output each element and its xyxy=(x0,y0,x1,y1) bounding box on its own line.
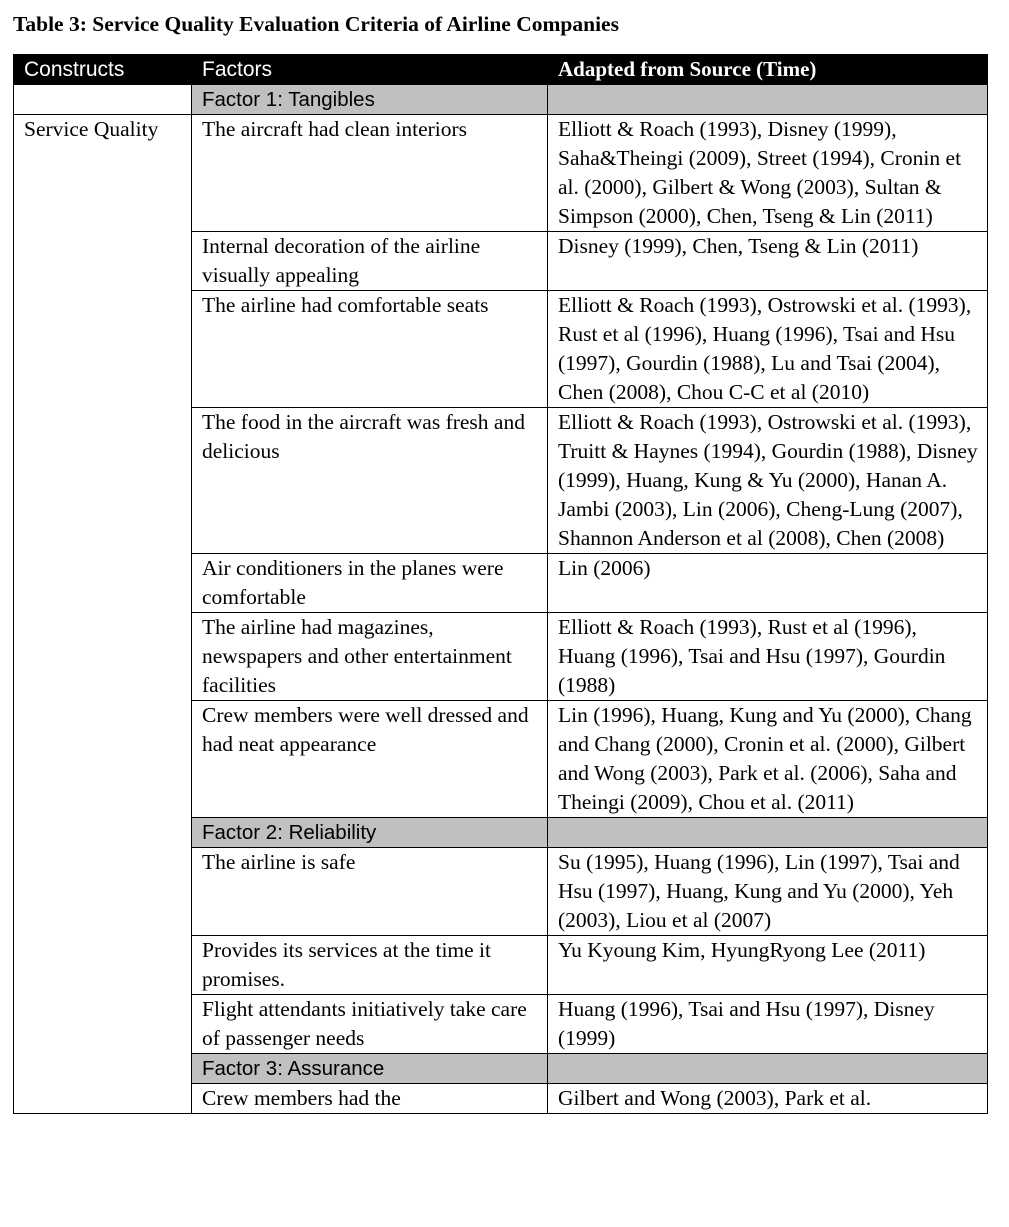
construct-empty-cell xyxy=(14,1084,192,1114)
source-cell: Gilbert and Wong (2003), Park et al. xyxy=(548,1084,988,1114)
evaluation-criteria-table xyxy=(13,54,988,1114)
construct-empty-cell xyxy=(14,85,192,115)
table-row xyxy=(14,115,988,232)
source-cell: Lin (2006) xyxy=(548,554,988,613)
factor-cell: The airline had magazines, newspapers and other entertainment facilities xyxy=(192,613,548,701)
table-row xyxy=(14,554,988,613)
source-cell: Elliott & Roach (1993), Ostrowski et al. (1993), Truitt & Haynes (1994), Gourdin (1988), Disney (1999), Huang, Kung & Yu (2000), Hanan A. Jambi (2003), Lin (2006), Cheng-Lung (2007), Shannon Anderson et al (2008), Chen (2008) xyxy=(548,408,988,554)
construct-empty-cell xyxy=(14,232,192,291)
table-row xyxy=(14,613,988,701)
construct-empty-cell xyxy=(14,818,192,848)
factor-cell: Crew members had the xyxy=(192,1084,548,1114)
construct-empty-cell xyxy=(14,408,192,554)
source-cell: Yu Kyoung Kim, HyungRyong Lee (2011) xyxy=(548,936,988,995)
header-source: Adapted from Source (Time) xyxy=(548,55,988,85)
factor-group-source-empty xyxy=(548,1054,988,1084)
factor-cell: Air conditioners in the planes were comfortable xyxy=(192,554,548,613)
factor-cell: Provides its services at the time it promises. xyxy=(192,936,548,995)
source-cell: Huang (1996), Tsai and Hsu (1997), Disney (1999) xyxy=(548,995,988,1054)
construct-cell: Service Quality xyxy=(14,115,192,232)
factor-group-row xyxy=(14,1054,988,1084)
factor-group-row xyxy=(14,818,988,848)
construct-empty-cell xyxy=(14,613,192,701)
factor-group-source-empty xyxy=(548,818,988,848)
factor-cell: Crew members were well dressed and had neat appearance xyxy=(192,701,548,818)
construct-empty-cell xyxy=(14,701,192,818)
factor-group-label: Factor 2: Reliability xyxy=(192,818,548,848)
table-row xyxy=(14,701,988,818)
table-title: Table 3: Service Quality Evaluation Criteria of Airline Companies xyxy=(13,12,619,36)
factor-cell: Internal decoration of the airline visually appealing xyxy=(192,232,548,291)
header-factors: Factors xyxy=(192,55,548,85)
source-cell: Su (1995), Huang (1996), Lin (1997), Tsai and Hsu (1997), Huang, Kung and Yu (2000), Yeh (2003), Liou et al (2007) xyxy=(548,848,988,936)
factor-cell: The aircraft had clean interiors xyxy=(192,115,548,232)
source-cell: Disney (1999), Chen, Tseng & Lin (2011) xyxy=(548,232,988,291)
factor-cell: The food in the aircraft was fresh and delicious xyxy=(192,408,548,554)
table-row xyxy=(14,408,988,554)
factor-group-label: Factor 3: Assurance xyxy=(192,1054,548,1084)
construct-empty-cell xyxy=(14,554,192,613)
source-cell: Elliott & Roach (1993), Rust et al (1996), Huang (1996), Tsai and Hsu (1997), Gourdin (1988) xyxy=(548,613,988,701)
factor-group-label: Factor 1: Tangibles xyxy=(192,85,548,115)
table-body xyxy=(14,85,988,1114)
factor-group-row xyxy=(14,85,988,115)
factor-group-source-empty xyxy=(548,85,988,115)
factor-cell: The airline is safe xyxy=(192,848,548,936)
source-cell: Elliott & Roach (1993), Disney (1999), Saha&Theingi (2009), Street (1994), Cronin et al. (2000), Gilbert & Wong (2003), Sultan & Simpson (2000), Chen, Tseng & Lin (2011) xyxy=(548,115,988,232)
table-row xyxy=(14,1084,988,1114)
source-cell: Lin (1996), Huang, Kung and Yu (2000), Chang and Chang (2000), Cronin et al. (2000), Gilbert and Wong (2003), Park et al. (2006), Saha and Theingi (2009), Chou et al. (2011) xyxy=(548,701,988,818)
table-row xyxy=(14,291,988,408)
table-row xyxy=(14,995,988,1054)
construct-empty-cell xyxy=(14,995,192,1054)
construct-empty-cell xyxy=(14,848,192,936)
factor-cell: Flight attendants initiatively take care of passenger needs xyxy=(192,995,548,1054)
construct-empty-cell xyxy=(14,291,192,408)
table-row xyxy=(14,232,988,291)
construct-empty-cell xyxy=(14,1054,192,1084)
header-row xyxy=(14,55,988,85)
construct-empty-cell xyxy=(14,936,192,995)
factor-cell: The airline had comfortable seats xyxy=(192,291,548,408)
source-cell: Elliott & Roach (1993), Ostrowski et al. (1993), Rust et al (1996), Huang (1996), Tsai and Hsu (1997), Gourdin (1988), Lu and Tsai (2004), Chen (2008), Chou C-C et al (2010) xyxy=(548,291,988,408)
header-constructs: Constructs xyxy=(14,55,192,85)
table-row xyxy=(14,848,988,936)
table-row xyxy=(14,936,988,995)
